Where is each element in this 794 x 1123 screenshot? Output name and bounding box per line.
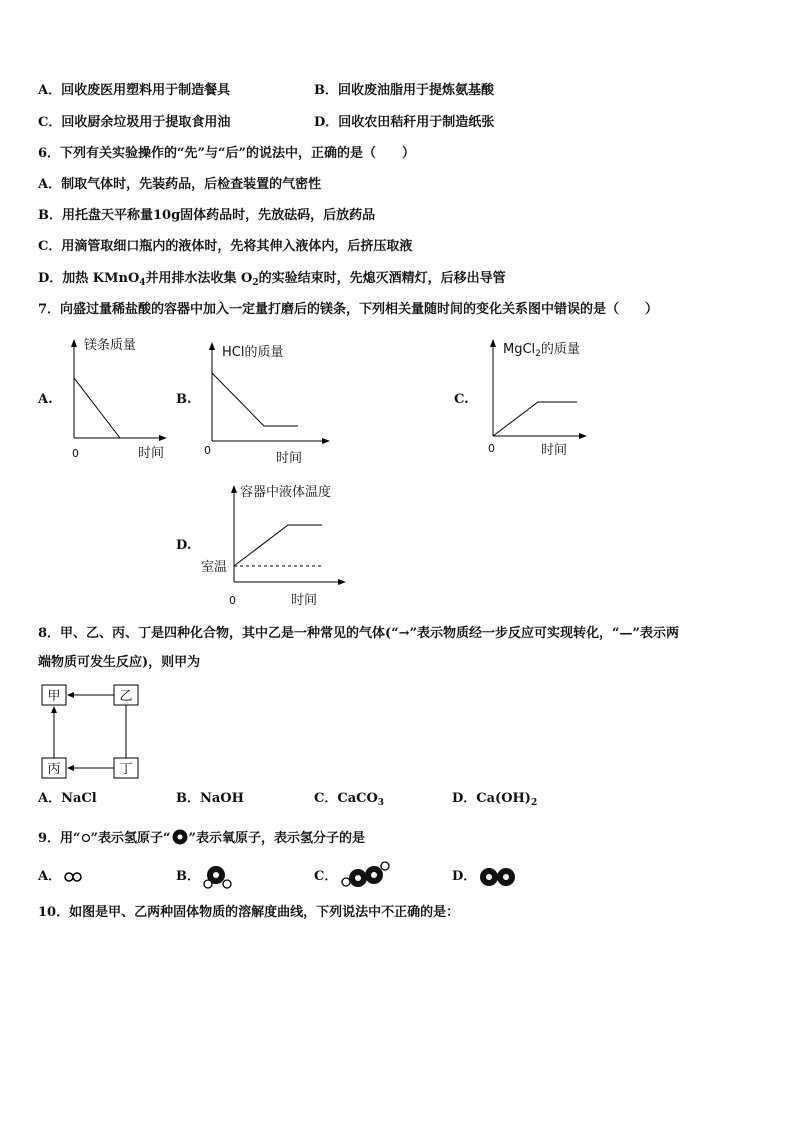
- origin-label: 0: [488, 442, 495, 455]
- q6-stem: 6．下列有关实验操作的“先”与“后”的说法中，正确的是（ ）: [38, 146, 415, 161]
- q9-option-c: C．: [314, 869, 338, 884]
- y-axis-label: 镁条质量: [84, 338, 137, 353]
- series-line: [212, 373, 298, 426]
- q7-chart-d: [198, 480, 358, 610]
- q7-chart-b: [198, 338, 338, 468]
- series-line: [234, 525, 322, 566]
- y-axis-arrow: [490, 339, 496, 347]
- q7-chart-a: [60, 335, 170, 465]
- oxygen-atom-icon: [171, 828, 189, 846]
- x-axis-label: 时间: [541, 443, 568, 458]
- q7-stem: 7．向盛过量稀盐酸的容器中加入一定量打磨后的镁条，下列相关量随时间的变化关系图中错误的是（ ）: [38, 302, 659, 317]
- q6-option-c: C．用滴管取细口瓶内的液体时，先将其伸入液体内，后挤压取液: [38, 239, 413, 254]
- y-axis-arrow: [71, 339, 77, 347]
- q8-option-d: D．$Ca(OH)_2$: [452, 791, 538, 808]
- series-line: [493, 402, 577, 436]
- q7-chart-c: [480, 335, 600, 465]
- x-axis-label: 时间: [276, 451, 303, 466]
- q9-option-b: B．: [176, 869, 200, 884]
- x-axis-arrow: [338, 579, 346, 585]
- origin-label: 0: [72, 447, 79, 460]
- origin-label: 0: [204, 444, 211, 457]
- arrowhead: [51, 706, 57, 713]
- series-line: [74, 378, 120, 438]
- q9-option-d: D．: [452, 869, 477, 884]
- q6-option-a: A．制取气体时，先装药品，后检查装置的气密性: [38, 177, 322, 192]
- q7-label-d: D.: [176, 538, 192, 553]
- q8-stem-line2: 端物质可发生反应)，则甲为: [38, 655, 201, 670]
- box-jia-label: 甲: [47, 689, 61, 704]
- q7-label-b: B.: [176, 392, 192, 407]
- y-axis-label: HCl的质量: [222, 345, 284, 360]
- q8-option-a: A．NaCl: [38, 791, 97, 806]
- q9-option-c-peroxide-molecule-icon: [340, 860, 392, 890]
- arrowhead: [67, 765, 74, 771]
- q5-option-d: D．回收农田秸秆用于制造纸张: [314, 115, 495, 130]
- x-axis-label: 时间: [138, 446, 165, 461]
- box-ding-label: 丁: [119, 762, 133, 777]
- q5-option-a: A．回收废医用塑料用于制造餐具: [38, 83, 231, 98]
- x-axis-arrow: [322, 438, 330, 444]
- x-axis-label: 时间: [291, 593, 318, 608]
- q8-relation-diagram: [38, 684, 148, 784]
- y-axis-label: MgCl$_2$的质量: [503, 342, 580, 359]
- q9-option-b-water-molecule-icon: [202, 864, 234, 890]
- q5-option-b: B．回收废油脂用于提炼氨基酸: [314, 83, 494, 98]
- q9-option-a: A．: [38, 869, 62, 884]
- q6-option-d: D．加热 KMnO$_4$并用排水法收集 $O_2$的实验结束时，先熄灭酒精灯，后移出导管: [38, 271, 506, 288]
- q9-option-a-two-hydrogen-icon: [64, 870, 84, 884]
- room-temperature-label: 室温: [201, 560, 228, 575]
- x-axis-arrow: [159, 435, 167, 441]
- y-axis-arrow: [209, 342, 215, 350]
- y-axis-label: 容器中液体温度: [240, 485, 332, 500]
- q10-stem: 10．如图是甲、乙两种固体物质的溶解度曲线，下列说法中不正确的是：: [38, 905, 460, 920]
- y-axis-arrow: [231, 485, 237, 493]
- q9-option-d-oxygen-molecule-icon: [478, 865, 518, 889]
- arrowhead: [67, 692, 74, 698]
- box-yi-label: 乙: [119, 689, 133, 704]
- x-axis-arrow: [579, 433, 587, 439]
- q5-option-c: C．回收厨余垃圾用于提取食用油: [38, 115, 231, 130]
- q8-option-c: C．CaCO$_3$: [314, 791, 385, 808]
- q6-option-b: B．用托盘天平称量10g固体药品时，先放砝码，后放药品: [38, 208, 376, 223]
- origin-label: 0: [229, 594, 236, 607]
- q9-stem: 9．用“ ”表示氢原子“ ”表示氧原子，表示氢分子的是: [38, 828, 365, 847]
- hydrogen-atom-icon: [81, 832, 91, 844]
- q8-option-b: B．NaOH: [176, 791, 244, 806]
- box-bing-label: 丙: [47, 762, 61, 777]
- q8-stem-line1: 8．甲、乙、丙、丁是四种化合物，其中乙是一种常见的气体(“→”表示物质经一步反应可实现转化，“—”表示两: [38, 626, 679, 641]
- q7-label-c: C.: [454, 392, 469, 407]
- q7-label-a: A.: [38, 392, 53, 407]
